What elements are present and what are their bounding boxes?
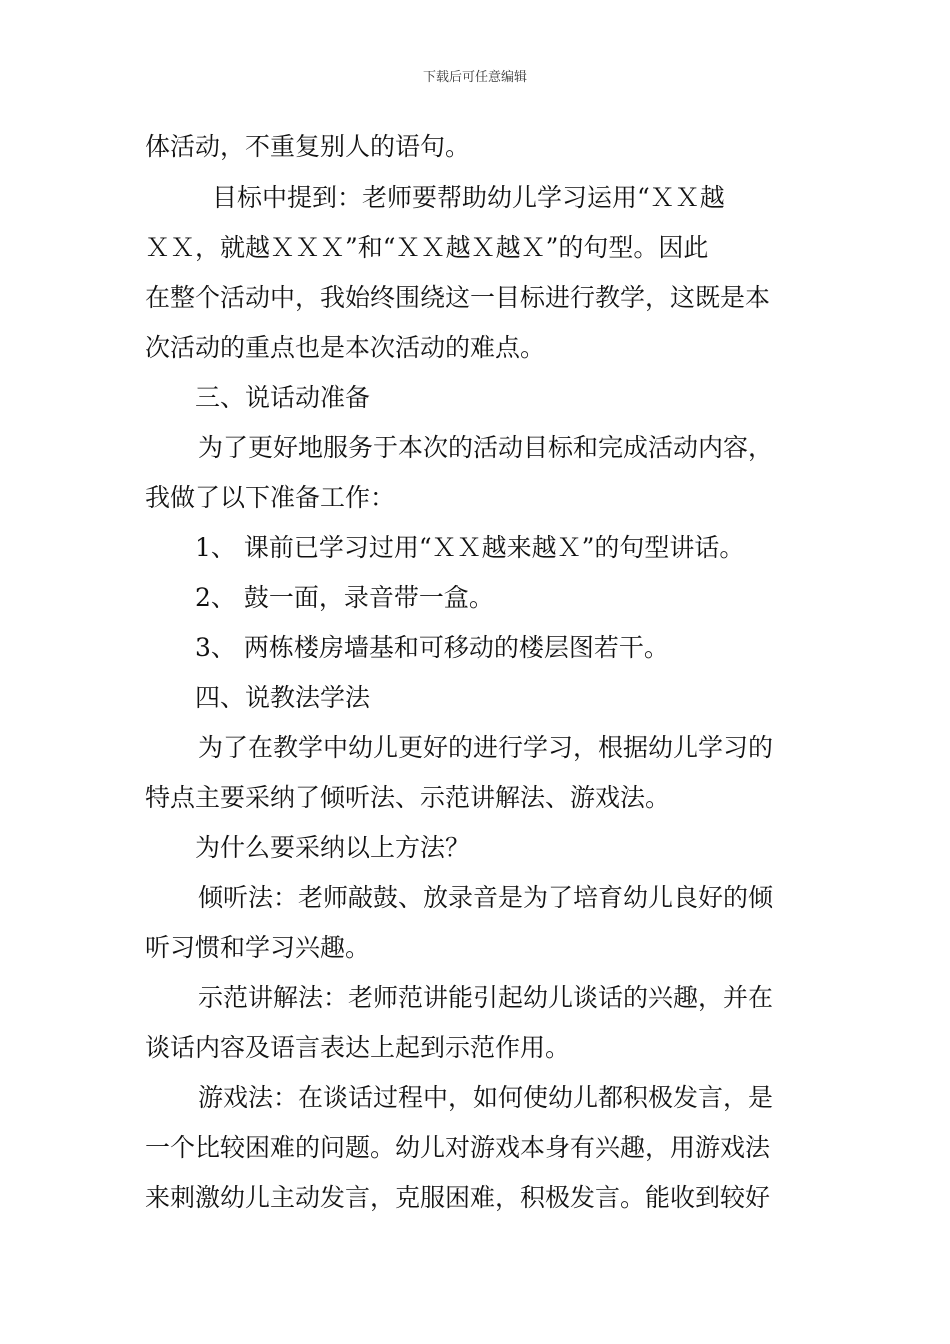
text-line: 一个比较困难的问题。幼儿对游戏本身有兴趣，用游戏法	[145, 1133, 771, 1162]
text-line: 特点主要采纳了倾听法、示范讲解法、游戏法。	[145, 783, 671, 812]
text-line: 为什么要采纳以上方法？	[195, 833, 471, 862]
text-line: 为了更好地服务于本次的活动目标和完成活动内容，	[198, 433, 774, 462]
list-item: 1、 课前已学习过用“ＸＸ越来越Ｘ”的句型讲话。	[195, 533, 745, 562]
text-line: ＸＸ，就越ＸＸＸ”和“ＸＸ越Ｘ越Ｘ”的句型。因此	[145, 233, 709, 262]
text-line: 倾听法：老师敲鼓、放录音是为了培育幼儿良好的倾	[198, 883, 774, 912]
page-header: 下载后可任意编辑	[422, 70, 527, 85]
text-line: 我做了以下准备工作：	[145, 483, 396, 512]
section-heading: 四、说教法学法	[195, 683, 371, 712]
text-line: 目标中提到：老师要帮助幼儿学习运用“ＸＸ越	[212, 183, 725, 212]
list-item: 3、 两栋楼房墙基和可移动的楼层图若干。	[195, 633, 669, 662]
text-line: 听习惯和学习兴趣。	[145, 933, 371, 962]
text-line: 为了在教学中幼儿更好的进行学习，根据幼儿学习的	[198, 733, 774, 762]
text-line: 体活动，不重复别人的语句。	[145, 132, 471, 161]
text-line: 示范讲解法：老师范讲能引起幼儿谈话的兴趣，并在	[198, 983, 774, 1012]
section-heading: 三、说话动准备	[195, 383, 371, 412]
text-line: 谈话内容及语言表达上起到示范作用。	[145, 1033, 571, 1062]
list-item: 2、 鼓一面，录音带一盒。	[195, 583, 494, 612]
text-line: 在整个活动中，我始终围绕这一目标进行教学，这既是本	[145, 283, 771, 312]
text-line: 来刺激幼儿主动发言，克服困难，积极发言。能收到较好	[145, 1183, 771, 1212]
text-line: 游戏法：在谈话过程中，如何使幼儿都积极发言，是	[198, 1083, 774, 1112]
text-line: 次活动的重点也是本次活动的难点。	[145, 333, 546, 362]
